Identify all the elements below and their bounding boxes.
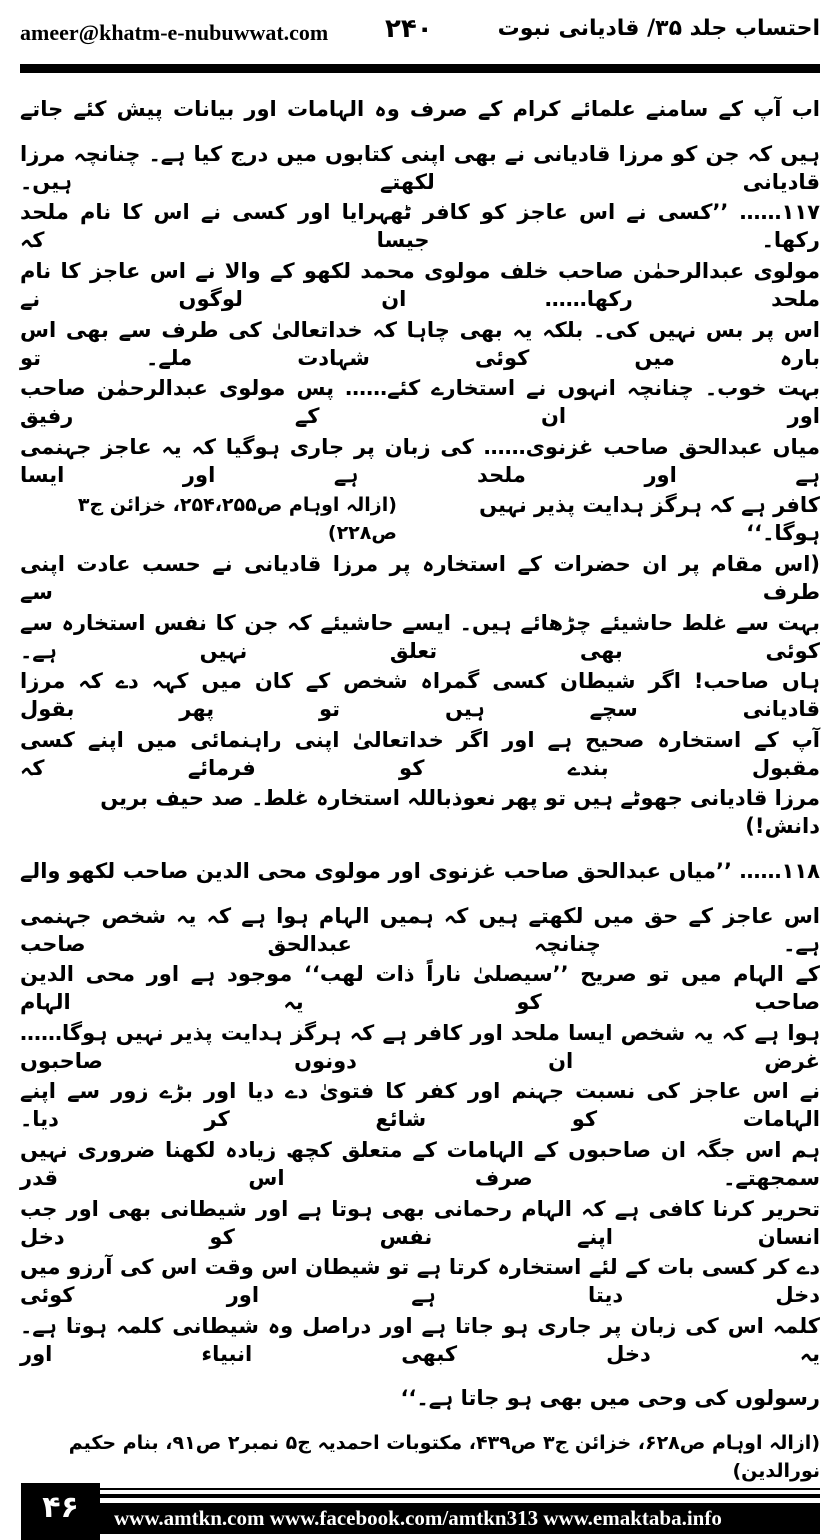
text-line-content: بہت خوب۔ چنانچہ انہوں نے استخارے کئے…… پس مولوی عبدالرحمٰن صاحب اور ان کے رفیق	[20, 376, 820, 429]
text-line	[20, 373, 820, 432]
text-line-content: ۱۱۷…… ’’کسی نے اس عاجز کو کافر ٹھہرایا اور کسی نے اس کا نام ملحد رکھا۔ جیسا کہ	[20, 200, 820, 253]
text-line	[20, 1018, 820, 1077]
text-line-content: اس عاجز کے حق میں لکھتے ہیں کہ ہمیں الہام ہوا ہے کہ یہ شخص جہنمی ہے۔ چنانچہ عبدالحق صاحب	[20, 903, 820, 956]
text-line-content: بہت سے غلط حاشیئے چڑھائے ہیں۔ ایسے حاشیئے کہ جن کا نفس استخارہ سے کوئی بھی تعلق نہیں ہے۔	[20, 610, 820, 663]
text-line	[20, 783, 820, 842]
text-line	[20, 314, 820, 373]
text-line-content: اس پر بس نہیں کی۔ بلکہ یہ بھی چاہا کہ خداتعالیٰ کی طرف سے بھی اس بارہ میں کوئی شہادت ملے۔ تو	[20, 317, 820, 370]
text-line-content: تحریر کرنا کافی ہے کہ الہام رحمانی بھی ہوتا ہے اور شیطانی بھی اور جب انسان اپنے نفس کو دخل	[20, 1196, 820, 1249]
text-line	[20, 1369, 820, 1428]
text-line-content: ہوا ہے کہ یہ شخص ایسا ملحد اور کافر ہے کہ ہرگز ہدایت پذیر نہیں ہوگا…… غرض ان دونوں صاحبوں	[20, 1020, 820, 1073]
text-line-content: رسولوں کی وحی میں بھی ہو جاتا ہے۔‘‘	[400, 1386, 820, 1411]
citation: (ازالہ اوہام ص۲۵۴،۲۵۵، خزائن ج۳ ص۲۲۸)	[77, 494, 397, 545]
text-line	[20, 80, 820, 139]
footer-page-number: ۴۶	[21, 1483, 100, 1540]
text-line-content: مرزا قادیانی جھوٹے ہیں تو پھر نعوذباللہ استخارہ غلط۔ صد حیف بریں دانش!)	[100, 786, 820, 839]
text-line	[20, 490, 820, 549]
header-divider	[20, 64, 820, 73]
text-line-content: ہم اس جگہ ان صاحبوں کے الہامات کے متعلق کچھ زیادہ لکھنا ضروری نہیں سمجھتے۔ صرف اس قدر	[20, 1137, 820, 1190]
text-line-content: اب آپ کے سامنے علمائے کرام کے صرف وہ الہامات اور بیانات پیش کئے جاتے	[20, 97, 820, 122]
text-line-content: آپ کے استخارہ صحیح ہے اور اگر خداتعالیٰ اپنی راہنمائی میں اپنے کسی مقبول بندے کو فرمائے کہ	[20, 727, 820, 780]
text-line	[20, 666, 820, 725]
page-body	[20, 80, 820, 1486]
text-line	[20, 256, 820, 315]
header-page-number: ۲۴۰	[385, 14, 433, 44]
text-line	[20, 1193, 820, 1252]
text-line	[20, 197, 820, 256]
footer-rule-thin	[100, 1488, 820, 1490]
text-line	[20, 900, 820, 959]
footer-links: www.amtkn.com www.facebook.com/amtkn313 www.emaktaba.info	[100, 1503, 820, 1534]
text-line-content: کے الہام میں تو صریح ’’سیصلیٰ ناراً ذات لھب‘‘ موجود ہے اور محی الدین صاحب کو یہ الہام	[20, 962, 820, 1015]
quote-end-text: کافر ہے کہ ہرگز ہدایت پذیر نہیں ہوگا۔‘‘	[479, 493, 820, 546]
header-email: ameer@khatm-e-nubuwwat.com	[20, 20, 329, 45]
text-line	[20, 1076, 820, 1135]
text-line-content: مولوی عبدالرحمٰن صاحب خلف مولوی محمد لکھو کے والا نے اس عاجز کا نام ملحد رکھا…… ان لوگوں نے	[20, 259, 820, 312]
text-line-content: ہاں صاحب! اگر شیطان کسی گمراہ شخص کے کان میں کہہ دے کہ مرزا قادیانی سچے ہیں تو پھر بقول	[20, 669, 820, 722]
text-line	[20, 549, 820, 608]
text-line-content: ۱۱۸…… ’’میاں عبدالحق صاحب غزنوی اور مولوی محی الدین صاحب لکھو والے	[20, 859, 820, 884]
final-citation-text: (ازالہ اوہام ص۶۲۸، خزائن ج۳ ص۴۳۹، مکتوبات احمدیہ ج۵ نمبر۲ ص۹۱، بنام حکیم نورالدین)	[68, 1431, 820, 1482]
text-line-content: نے اس عاجز کی نسبت جہنم اور کفر کا فتویٰ دے دیا اور بڑے زور سے اپنے الہامات کو شائع کر دیا۔	[20, 1079, 820, 1132]
text-line	[20, 842, 820, 901]
footer-rule-thick	[100, 1494, 820, 1498]
text-line	[20, 1252, 820, 1311]
text-line-content: میاں عبدالحق صاحب غزنوی…… کی زبان پر جاری ہوگیا کہ یہ عاجز جہنمی ہے اور ملحد ہے اور ایسا	[20, 434, 820, 487]
text-line-content: ہیں کہ جن کو مرزا قادیانی نے بھی اپنی کتابوں میں درج کیا ہے۔ چنانچہ مرزا قادیانی لکھتے ہیں۔	[20, 141, 820, 194]
text-line-content: دے کر کسی بات کے لئے استخارہ کرتا ہے تو شیطان اس وقت اس کی آرزو میں دخل دیتا ہے اور کوئی	[20, 1255, 820, 1308]
text-line	[20, 1135, 820, 1194]
text-line	[20, 1310, 820, 1369]
text-line-content: (اس مقام پر ان حضرات کے استخارہ پر مرزا قادیانی نے حسب عادت اپنی طرف سے	[20, 552, 820, 605]
text-line	[20, 959, 820, 1018]
final-citation	[20, 1428, 820, 1487]
text-line	[20, 432, 820, 491]
text-line	[20, 139, 820, 198]
text-line	[20, 725, 820, 784]
header-book-title: احتساب جلد ۳۵/ قادیانی نبوت	[497, 16, 820, 41]
text-line-content: کلمہ اس کی زبان پر جاری ہو جاتا ہے اور دراصل وہ شیطانی کلمہ ہوتا ہے۔ یہ دخل کبھی انبیاء اور	[20, 1313, 820, 1366]
text-line	[20, 607, 820, 666]
